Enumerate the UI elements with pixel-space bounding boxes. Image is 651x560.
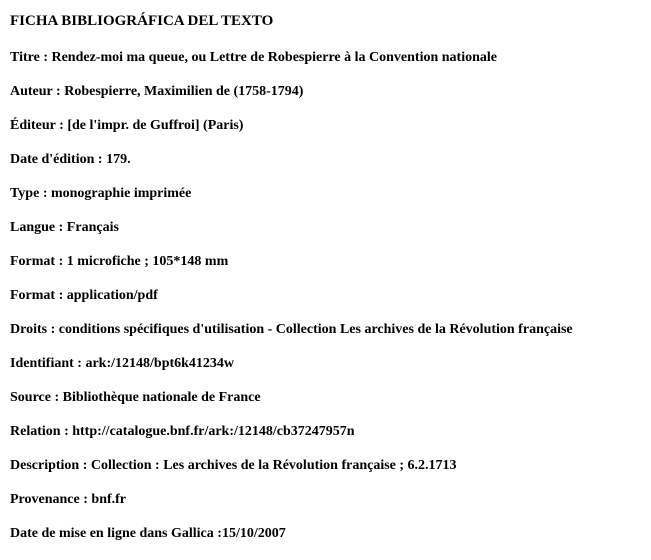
field-value: ark:/12148/bpt6k41234w [85, 356, 235, 371]
field-label: Source [10, 390, 51, 405]
field-date-mise-en-ligne: Date de mise en ligne dans Gallica :15/10/2007 [10, 526, 286, 541]
field-value: 179. [106, 152, 131, 167]
field-label: Droits [10, 322, 48, 337]
field-label: Titre [10, 50, 40, 65]
field-value: Collection : Les archives de la Révolution française ; 6.2.1713 [90, 458, 457, 473]
field-label: Date de mise en ligne dans Gallica [10, 526, 214, 541]
field-value: 1 microfiche ; 105*148 mm [66, 254, 229, 269]
field-value: Bibliothèque nationale de France [62, 390, 261, 405]
field-label: Auteur [10, 84, 53, 99]
field-value: Rendez-moi ma queue, ou Lettre de Robespierre à la Convention nationale [51, 50, 497, 65]
field-format-microfiche: Format : 1 microfiche ; 105*148 mm [10, 254, 229, 269]
field-auteur: Auteur : Robespierre, Maximilien de (1758-1794) [10, 84, 304, 99]
field-editeur: Éditeur : [de l'impr. de Guffroi] (Paris) [10, 118, 244, 133]
field-label: Description [10, 458, 80, 473]
field-source: Source : Bibliothèque nationale de France [10, 390, 261, 405]
field-titre: Titre : Rendez-moi ma queue, ou Lettre de Robespierre à la Convention nationale [10, 50, 497, 65]
field-value: Robespierre, Maximilien de (1758-1794) [64, 84, 304, 99]
field-value: [de l'impr. de Guffroi] (Paris) [67, 118, 244, 133]
field-value: conditions spécifiques d'utilisation - Collection Les archives de la Révolution française [58, 322, 573, 337]
field-langue: Langue : Français [10, 220, 119, 235]
field-droits: Droits : conditions spécifiques d'utilisation - Collection Les archives de la Révolution française [10, 322, 573, 337]
bibliographic-field-list [10, 50, 573, 560]
field-label: Relation [10, 424, 61, 439]
field-label: Type [10, 186, 40, 201]
field-label: Date d'édition [10, 152, 95, 167]
field-label: Format [10, 288, 56, 303]
field-type: Type : monographie imprimée [10, 186, 192, 201]
field-label: Identifiant [10, 356, 74, 371]
field-label: Langue [10, 220, 56, 235]
field-value: monographie imprimée [50, 186, 192, 201]
field-date-edition: Date d'édition : 179. [10, 152, 131, 167]
field-relation: Relation : http://catalogue.bnf.fr/ark:/12148/cb37247957n [10, 424, 355, 439]
field-description: Description : Collection : Les archives de la Révolution française ; 6.2.1713 [10, 458, 457, 473]
field-label: Format [10, 254, 56, 269]
field-label: Éditeur [10, 118, 56, 133]
field-value: Français [66, 220, 119, 235]
field-value: bnf.fr [91, 492, 127, 507]
field-value: http://catalogue.bnf.fr/ark:/12148/cb37247957n [72, 424, 355, 439]
field-label: Provenance [10, 492, 80, 507]
field-value: application/pdf [66, 288, 158, 303]
field-identifiant: Identifiant : ark:/12148/bpt6k41234w [10, 356, 235, 371]
page-title: FICHA BIBLIOGRÁFICA DEL TEXTO [10, 13, 274, 29]
field-provenance: Provenance : bnf.fr [10, 492, 127, 507]
field-format-pdf: Format : application/pdf [10, 288, 158, 303]
field-value: 15/10/2007 [221, 526, 286, 541]
